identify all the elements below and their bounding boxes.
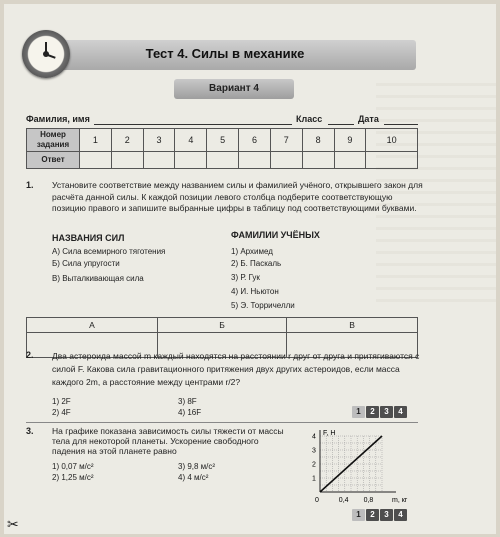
badge: 4 [394,406,407,418]
cell-number: 2 [111,129,143,152]
difficulty-badges-q3 [352,509,407,521]
letter-v: В [287,318,418,333]
cell-number: 4 [175,129,207,152]
cell-number: 8 [302,129,334,152]
y-tick-label: 1 [312,475,316,483]
left-item: Б) Сила упругости [52,259,120,268]
left-item: А) Сила всемирного тяготения [52,247,166,256]
cell-number: 1 [80,129,112,152]
option: 3) 9,8 м/с² [178,462,216,471]
right-item: 3) Р. Гук [231,273,260,282]
clock-icon [22,30,70,78]
cell-number: 3 [143,129,175,152]
cell-number: 5 [207,129,239,152]
cell-number: 9 [334,129,366,152]
cell-number: 7 [270,129,302,152]
test-title: Тест 4. Силы в механике [145,46,305,61]
answer-cell[interactable] [334,152,366,169]
question-text: Два астероида массой m каждый находятся на расстоянии r друг от друга и притягиваются с силой F. Какова сила гравитационного притяжения двух других астероидов, если масса каждого 2m, а расстояние между центрами r/2? [52,351,420,387]
right-item: 2) Б. Паскаль [231,259,282,268]
y-tick-label: 2 [312,461,316,469]
question-number: 2. [26,350,34,360]
answer-cell[interactable] [143,152,175,169]
cell-number: 6 [239,129,271,152]
surname-label: Фамилия, имя [26,114,90,124]
answer-cell[interactable] [111,152,143,169]
right-item: 5) Э. Торричелли [231,301,295,310]
graph-ticks [312,434,373,505]
option: 2) 4F [52,408,71,417]
option: 4) 16F [178,408,202,417]
badge: 1 [352,509,365,521]
letter-b: Б [157,318,286,333]
badge: 2 [366,509,379,521]
option: 1) 2F [52,397,71,406]
badge: 3 [380,509,393,521]
answer-cell[interactable] [175,152,207,169]
question-number: 3. [26,426,34,436]
y-tick-label: 3 [312,447,316,455]
row-label-answer: Ответ [27,152,80,169]
answer-cell[interactable] [239,152,271,169]
right-column-head: ФАМИЛИИ УЧЁНЫХ [231,230,320,240]
row-label-number: Номер задания [27,129,80,152]
scissors-icon: ✂ [7,516,19,532]
force-mass-graph [304,426,422,506]
y-axis-label: F, Н [323,430,336,437]
surname-field[interactable] [94,124,292,125]
question-text: На графике показана зависимость силы тяжести от массы тела для некоторой планеты. Ускорение свободного падения на этой планете равно [52,426,284,456]
divider [26,422,418,423]
graph-axes [320,430,408,504]
x-tick-label: 0 [315,497,319,504]
worksheet-page [4,4,496,534]
option: 2) 1,25 м/с² [52,473,94,482]
x-axis-label: m, кг [392,497,408,504]
badge: 2 [366,406,379,418]
variant-label: Вариант 4 [174,79,294,99]
answer-table [26,128,418,169]
x-tick-label: 0,8 [363,497,374,504]
question-text: Установите соответствие между названием силы и фамилией учёного, открывшего закон для расчёта данной силы. К каждой позиции левого столбца подберите соответствующую позицию правого и запишите выбранные цифры в таблицу под соответствующими буквами. [52,180,423,213]
right-item: 1) Архимед [231,247,273,256]
answer-cell[interactable] [207,152,239,169]
answer-cell[interactable] [270,152,302,169]
left-item: В) Выталкивающая сила [52,274,144,283]
answer-cell[interactable] [80,152,112,169]
cell-number: 10 [366,129,418,152]
question-number: 1. [26,180,34,190]
x-tick-label: 0,4 [338,497,349,504]
option: 3) 8F [178,397,197,406]
question-1 [26,180,423,320]
date-label: Дата [358,114,379,124]
option: 4) 4 м/с² [178,473,209,482]
class-field[interactable] [328,124,354,125]
class-label: Класс [296,114,323,124]
badge: 3 [380,406,393,418]
badge: 4 [394,509,407,521]
question-3 [26,426,296,496]
difficulty-badges-q2 [352,406,407,418]
answer-cell[interactable] [302,152,334,169]
badge: 1 [352,406,365,418]
answer-cell[interactable] [366,152,418,169]
date-field[interactable] [384,124,418,125]
option: 1) 0,07 м/с² [52,462,94,471]
y-tick-label: 4 [312,433,316,441]
left-column-head: НАЗВАНИЯ СИЛ [52,233,125,243]
header-bar [34,40,416,70]
student-fields [26,114,418,128]
letter-a: А [27,318,158,333]
right-item: 4) И. Ньютон [231,287,279,296]
